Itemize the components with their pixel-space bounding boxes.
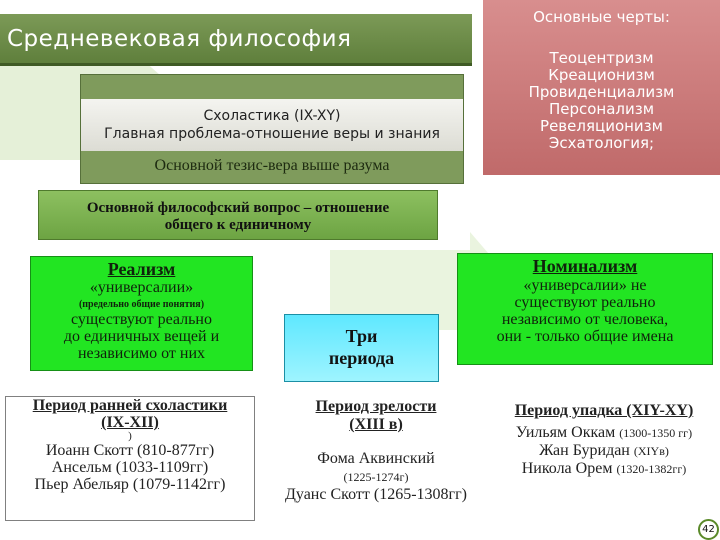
philosopher-entry: Ансельм (1033-1109гг) — [51, 459, 209, 476]
philosopher-entry: Уильям Оккам — [515, 424, 616, 441]
period-early-box — [5, 396, 255, 521]
nominalism-line-1: «универсалии» не — [523, 277, 647, 294]
question-line-2: общего к единичному — [164, 217, 312, 233]
realism-note: (предельно общие понятия) — [78, 299, 205, 310]
philosopher-row — [492, 424, 716, 442]
three-periods-line-2: периода — [328, 348, 395, 368]
philosopher-years: (1320-1382гг) — [616, 462, 687, 476]
period-mature-box — [266, 398, 486, 518]
nominalism-line-4: они - только общие имена — [496, 328, 674, 345]
nominalism-box — [457, 253, 713, 365]
philosopher-years: (1225-1274г) — [343, 470, 409, 484]
period-mature-years: (XIII в) — [349, 416, 403, 433]
feature-item: Креационизм — [548, 66, 655, 84]
philosopher-entry: Пьер Абельяр (1079-1142гг) — [34, 476, 226, 493]
scholastics-banner — [81, 99, 463, 151]
nominalism-line-3: независимо от человека, — [501, 311, 669, 328]
nominalism-heading: Номинализм — [532, 256, 638, 276]
philosopher-entry: Иоанн Скотт (810-877гг) — [45, 442, 215, 459]
question-line-1: Основной философский вопрос – отношение — [86, 200, 390, 216]
period-early-mark: ) — [128, 430, 132, 442]
features-heading: Основные черты: — [533, 8, 670, 26]
three-periods-line-1: Три — [345, 326, 378, 346]
realism-line-2: существуют реально — [71, 311, 212, 328]
scholastics-problem: Главная проблема-отношение веры и знания — [104, 126, 440, 142]
feature-item: Эсхатология; — [548, 134, 655, 152]
feature-item: Провиденциализм — [528, 83, 675, 101]
realism-heading: Реализм — [107, 259, 176, 279]
philosopher-entry: Дуанс Скотт (1265-1308гг) — [285, 486, 467, 503]
nominalism-line-2: существуют реально — [514, 294, 656, 311]
philosopher-row — [492, 442, 716, 460]
feature-item: Ревеляционизм — [540, 117, 663, 135]
main-question-box — [38, 190, 438, 240]
period-late-title: Период упадка (XIY-XY) — [514, 402, 694, 419]
page-number: 42 — [698, 519, 719, 540]
features-list — [483, 50, 720, 152]
features-box — [483, 0, 720, 175]
philosopher-years: (1300-1350 гг) — [619, 426, 693, 440]
scholastics-thesis: Основной тезис-вера выше разума — [154, 157, 390, 174]
scholastics-box — [80, 74, 464, 184]
period-early-title: Период ранней схоластики — [32, 397, 228, 414]
philosopher-entry: Никола Орем — [521, 460, 613, 477]
three-periods-box — [284, 314, 439, 382]
period-late-box — [492, 402, 716, 502]
page-title: Средневековая философия — [0, 14, 472, 66]
philosopher-entry: Фома Аквинский — [317, 450, 435, 467]
feature-item: Теоцентризм — [549, 49, 654, 67]
scholastics-title: Схоластика (IX-XY) — [203, 108, 341, 124]
feature-item: Персонализм — [548, 100, 655, 118]
realism-line-3: до единичных вещей и — [63, 328, 220, 345]
realism-line-1: «универсалии» — [89, 279, 194, 296]
period-mature-title: Период зрелости — [315, 398, 437, 415]
philosopher-entry: Жан Буридан — [539, 442, 630, 459]
philosopher-years: (XIYв) — [633, 444, 669, 458]
realism-line-4: независимо от них — [77, 345, 206, 362]
philosopher-row — [492, 460, 716, 478]
realism-box — [30, 256, 253, 371]
period-early-years: (IX-XII) — [101, 414, 159, 431]
